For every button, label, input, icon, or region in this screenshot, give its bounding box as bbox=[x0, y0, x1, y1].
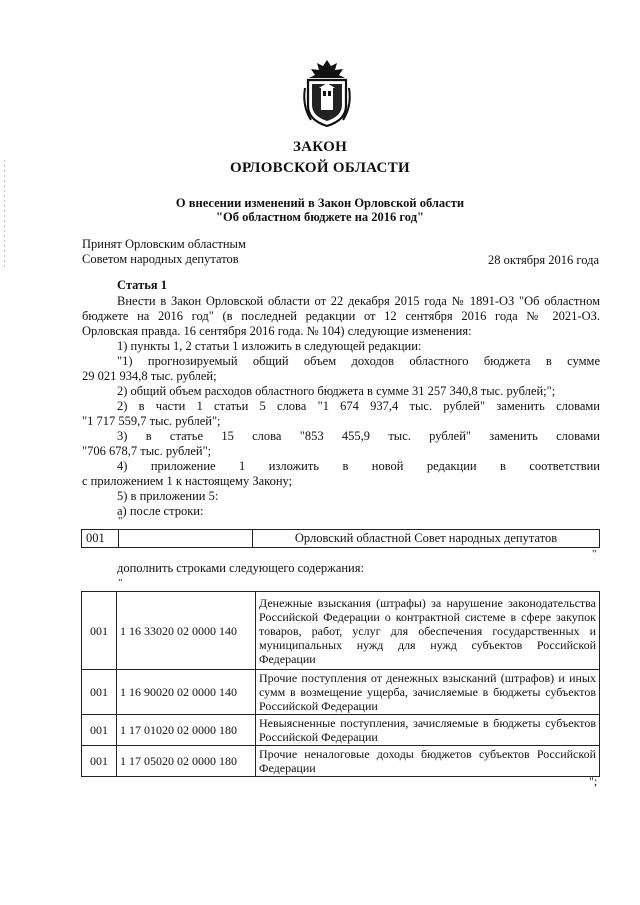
quote-open: " bbox=[118, 577, 123, 589]
paragraph-line: Внести в Закон Орловской области от 22 декабря 2015 года № 1891-ОЗ "Об областном bbox=[117, 294, 600, 308]
subtitle-line: О внесении изменений в Закон Орловской области bbox=[175, 196, 465, 210]
paragraph-line: 3) в статье 15 слова "853 455,9 тыс. рублей" заменить словами bbox=[117, 429, 600, 443]
table-cell-code: 001 bbox=[82, 715, 117, 746]
paragraph-line: а) после строки: bbox=[117, 504, 204, 518]
table-cell-kbk: 1 17 01020 02 0000 180 bbox=[117, 715, 256, 746]
table-cell-name: Прочие поступления от денежных взысканий (штрафов) и иных сумм в возмещение ущерба, зачисляемые в бюджеты субъектов Российской Федерации bbox=[256, 670, 600, 715]
table-cell-code: 001 bbox=[82, 670, 117, 715]
adoption-date: 28 октября 2016 года bbox=[487, 253, 599, 267]
paragraph-line: 4) приложение 1 изложить в новой редакции в соответствии bbox=[117, 459, 600, 473]
article-title: Статья 1 bbox=[117, 278, 167, 292]
subtitle-line: "Об областном бюджете на 2016 год" bbox=[216, 210, 424, 224]
table-cell-name: Невыясненные поступления, зачисляемые в бюджеты субъектов Российской Федерации bbox=[256, 715, 600, 746]
table-after-row bbox=[81, 529, 600, 548]
quote-open: " bbox=[118, 515, 123, 527]
table-cell-name: Орловский областной Совет народных депутатов bbox=[253, 530, 600, 548]
table-row bbox=[82, 592, 600, 670]
article-body bbox=[82, 294, 600, 519]
coat-of-arms-icon bbox=[301, 58, 353, 128]
paragraph-line: дополнить строками следующего содержания: bbox=[117, 561, 364, 575]
paragraph-line: 2) общий объем расходов областного бюджета в сумме 31 257 340,8 тыс. рублей;"; bbox=[117, 384, 556, 398]
quote-close: " bbox=[592, 548, 597, 560]
paragraph-line: "706 678,7 тыс. рублей"; bbox=[82, 444, 212, 458]
table-cell-kbk bbox=[119, 530, 253, 548]
paragraph-line: 2) в части 1 статьи 5 слова "1 674 937,4 тыс. рублей" заменить словами bbox=[117, 399, 600, 413]
table-added-rows bbox=[81, 591, 600, 777]
table-cell-kbk: 1 17 05020 02 0000 180 bbox=[117, 746, 256, 777]
adoption-block bbox=[82, 237, 246, 267]
adoption-line: Принят Орловским областным bbox=[82, 237, 246, 251]
table-cell-code: 001 bbox=[82, 530, 119, 548]
paragraph-line: "1) прогнозируемый общий объем доходов областного бюджета в сумме bbox=[117, 354, 600, 368]
table-row bbox=[82, 715, 600, 746]
paragraph-line: с приложением 1 к настоящему Закону; bbox=[82, 474, 293, 488]
quote-end: "; bbox=[589, 774, 598, 788]
paragraph-line: бюджете на 2016 год" (в последней редакции от 12 сентября 2016 года № 2021-ОЗ. bbox=[82, 309, 600, 323]
table-cell-name: Прочие неналоговые доходы бюджетов субъектов Российской Федерации bbox=[256, 746, 600, 777]
table-cell-kbk: 1 16 33020 02 0000 140 bbox=[117, 592, 256, 670]
paragraph-line: 1) пункты 1, 2 статьи 1 изложить в следующей редакции: bbox=[117, 339, 422, 353]
table-cell-kbk: 1 16 90020 02 0000 140 bbox=[117, 670, 256, 715]
table-row bbox=[82, 670, 600, 715]
table-cell-name: Денежные взыскания (штрафы) за нарушение законодательства Российской Федерации о контрактной системе в сфере закупок товаров, работ, услуг для обеспечения государственных и муниципальных нужд для нужд субъектов Российской Федерации bbox=[256, 592, 600, 670]
paragraph-line: "1 717 559,7 тыс. рублей"; bbox=[82, 414, 221, 428]
paragraph-line: 5) в приложении 5: bbox=[117, 489, 219, 503]
paragraph-line: 29 021 934,8 тыс. рублей; bbox=[82, 369, 217, 383]
table-row bbox=[82, 530, 600, 548]
table-cell-code: 001 bbox=[82, 746, 117, 777]
table-row bbox=[82, 746, 600, 777]
law-title: ЗАКОН bbox=[292, 139, 348, 155]
paragraph-line: Орловская правда. 16 сентября 2016 года. № 104) следующие изменения: bbox=[82, 324, 472, 338]
law-subtitle bbox=[0, 196, 640, 224]
table-cell-code: 001 bbox=[82, 592, 117, 670]
law-region: ОРЛОВСКОЙ ОБЛАСТИ bbox=[230, 160, 410, 176]
adoption-line: Советом народных депутатов bbox=[82, 252, 239, 266]
